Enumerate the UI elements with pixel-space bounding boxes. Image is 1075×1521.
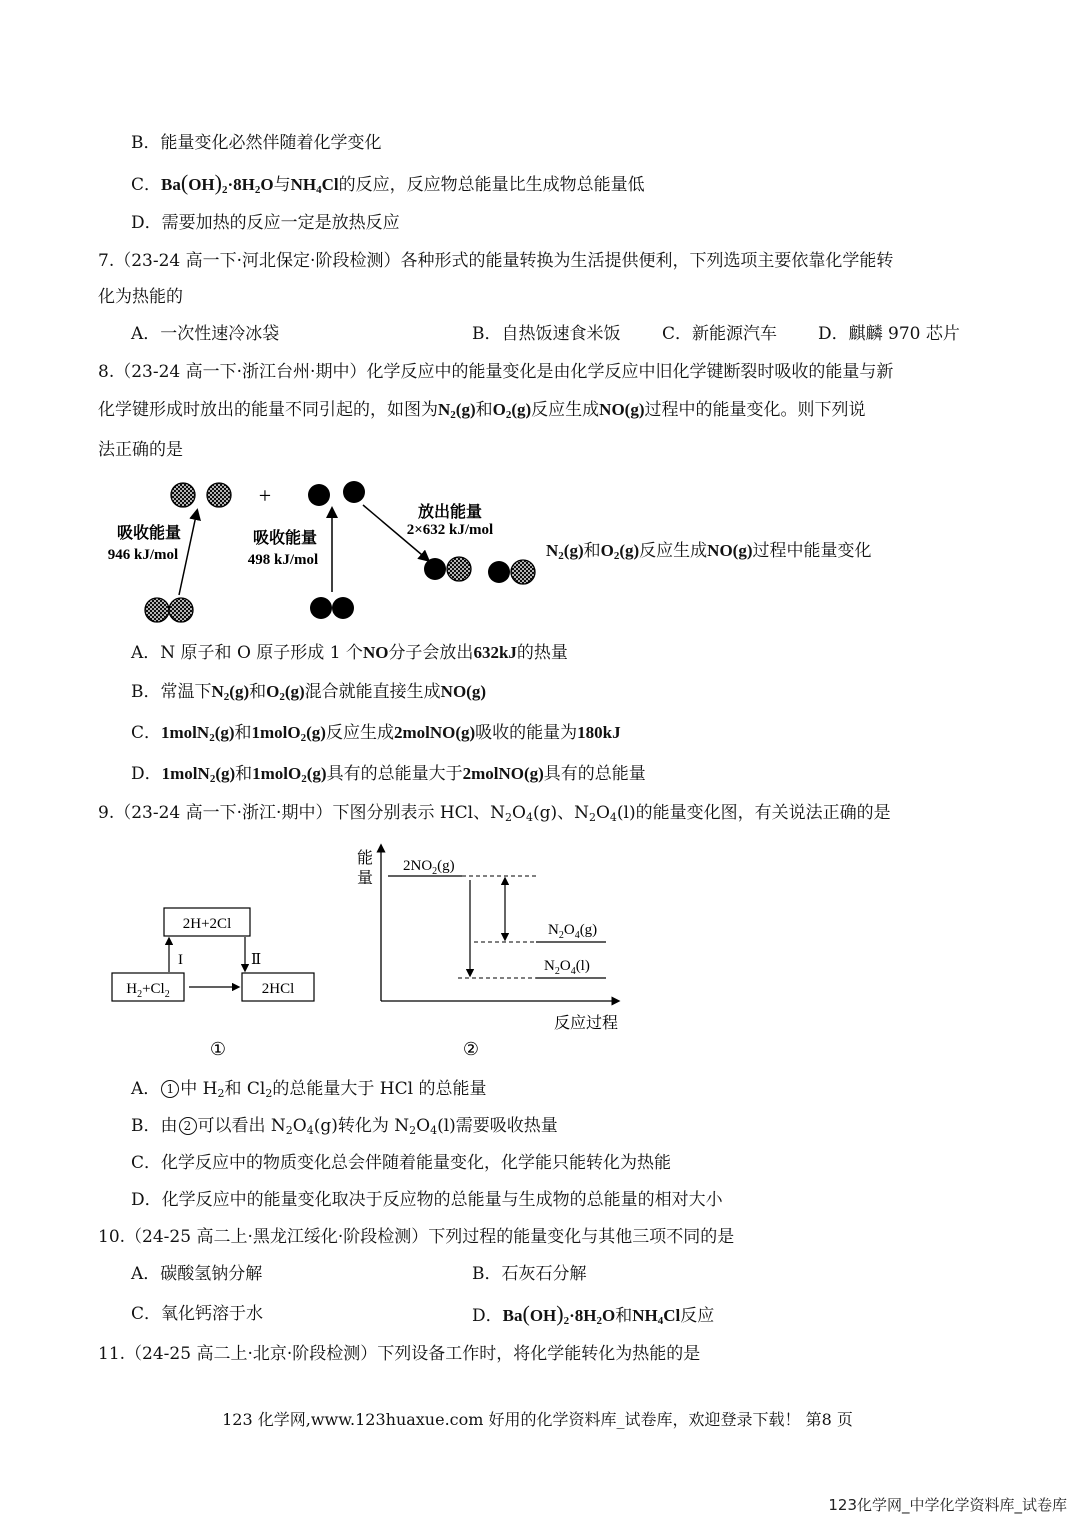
- q10-option-d: D．$Ba(OH)_2\cdot 8H_2O$和$NH_4Cl$反应: [472, 1301, 715, 1327]
- q8-option-c: C．1molN$_2$(g)和1molO$_2$(g)反应生成2molNO(g)吸收的能量为180kJ: [131, 723, 621, 744]
- y-axis-label-2: 量: [357, 870, 374, 887]
- q6-option-d: D．需要加热的反应一定是放热反应: [131, 213, 400, 233]
- no-molecule-o: [424, 558, 446, 580]
- o2-molecule-atom: [332, 597, 354, 619]
- no-molecule-o: [488, 561, 510, 583]
- x-axis-label: 反应过程: [553, 1015, 619, 1032]
- figure-2-number: ②: [462, 1039, 480, 1059]
- o-atom: [343, 481, 365, 503]
- box-reactants-label: $H_2+Cl_2$: [126, 981, 170, 1000]
- q10-stem: 10.（24-25 高二上·黑龙江绥化·阶段检测）下列过程的能量变化与其他三项不同的是: [98, 1227, 735, 1247]
- watermark-corner: 123化学网_中学化学资料库_试卷库: [828, 1496, 1067, 1514]
- absorb-label-2-title: 吸收能量: [252, 530, 318, 547]
- q9-option-d: D．化学反应中的能量变化取决于反应物的总能量与生成物的总能量的相对大小: [131, 1190, 723, 1210]
- q8-stem-line1: 8.（23-24 高一下·浙江台州·期中）化学反应中的能量变化是由化学反应中旧化学键断裂时吸收的能量与新: [98, 362, 894, 382]
- n2-molecule-atom: [169, 598, 193, 622]
- level-2no2-label: $2NO_2(g)$: [403, 858, 455, 877]
- o-atom: [308, 484, 330, 506]
- n2o4-energy-diagram: [350, 838, 630, 1063]
- level-n2o4-g-label: $N_2O_4(g)$: [548, 922, 598, 941]
- q8-option-d: D．1molN$_2$(g)和1molO$_2$(g)具有的总能量大于2molNO(g)具有的总能量: [131, 764, 646, 785]
- absorb-label-1-value: 946 kJ/mol: [107, 547, 179, 563]
- release-label-title: 放出能量: [417, 504, 483, 521]
- box-atoms-label: 2H+2Cl: [182, 916, 232, 932]
- q10-option-a: A．碳酸氢钠分解: [131, 1264, 263, 1284]
- q8-option-b: B．常温下$N_2(g)$和$O_2(g)$混合就能直接生成NO(g): [131, 682, 486, 703]
- plus-sign: +: [258, 483, 272, 508]
- n-atom: [207, 483, 231, 507]
- bond-diagram-caption: $N_2(g)$和$O_2(g)$反应生成NO(g)过程中能量变化: [546, 541, 872, 562]
- q7-stem-line2: 化为热能的: [98, 287, 183, 307]
- q7-option-a: A．一次性速冷冰袋: [131, 324, 280, 344]
- q9-stem: 9.（23-24 高一下·浙江·期中）下图分别表示 HCl、$N_2O_4(g)$、$N_2O_4(l)$的能量变化图，有关说法正确的是: [98, 803, 891, 824]
- box-products-label: 2HCl: [261, 981, 295, 997]
- q8-option-a: A．N 原子和 O 原子形成 1 个NO分子会放出632kJ的热量: [131, 643, 568, 663]
- absorb-arrow-n2: [179, 511, 197, 595]
- figure-1-number: ①: [209, 1039, 227, 1059]
- q9-option-b: B．由 2 可以看出 $N_2O_4(g)$转化为 $N_2O_4(l)$需要吸收热量: [131, 1116, 558, 1137]
- o2-molecule-atom: [310, 597, 332, 619]
- label-I: I: [178, 952, 183, 968]
- no-molecule-n: [511, 560, 535, 584]
- q9-option-a: A． 1 中 $H_2$和 $Cl_2$的总能量大于 HCl 的总能量: [131, 1079, 487, 1100]
- y-axis-label-1: 能: [357, 850, 374, 867]
- release-label-value: 2×632 kJ/mol: [406, 522, 494, 538]
- q6-option-c: C．$Ba(OH)_2\cdot 8H_2O$与$NH_4Cl$的反应，反应物总能量比生成物总能量低: [131, 170, 645, 196]
- q11-stem: 11.（24-25 高二上·北京·阶段检测）下列设备工作时，将化学能转化为热能的是: [98, 1344, 701, 1364]
- hcl-energy-diagram: [105, 900, 330, 1065]
- q8-stem-line3: 法正确的是: [98, 440, 183, 460]
- q7-option-b: B．自热饭速食米饭: [472, 324, 621, 344]
- no-molecule-n: [447, 557, 471, 581]
- q9-option-c: C．化学反应中的物质变化总会伴随着能量变化，化学能只能转化为热能: [131, 1153, 672, 1173]
- label-II: Ⅱ: [251, 952, 262, 968]
- level-n2o4-l-label: $N_2O_4(l)$: [544, 958, 590, 977]
- q6-option-b: B．能量变化必然伴随着化学变化: [131, 133, 382, 153]
- bond-energy-diagram: [95, 475, 555, 630]
- q7-stem-line1: 7.（23-24 高一下·河北保定·阶段检测）各种形式的能量转换为生活提供便利，下列选项主要依靠化学能转: [98, 251, 894, 271]
- circle-2-icon: 2: [179, 1117, 197, 1135]
- n-atom: [171, 483, 195, 507]
- absorb-label-2-value: 498 kJ/mol: [247, 552, 319, 568]
- circle-1-icon: 1: [161, 1080, 179, 1098]
- q7-option-d: D．麒麟 970 芯片: [818, 324, 960, 344]
- q10-option-c: C．氧化钙溶于水: [131, 1304, 264, 1324]
- absorb-label-1-title: 吸收能量: [116, 525, 182, 542]
- q7-option-c: C．新能源汽车: [662, 324, 778, 344]
- n2-molecule-atom: [145, 598, 169, 622]
- q10-option-b: B．石灰石分解: [472, 1264, 587, 1284]
- q8-stem-line2: 化学键形成时放出的能量不同引起的，如图为$N_2(g)$和$O_2(g)$反应生成NO(g)过程中的能量变化。则下列说: [98, 400, 866, 421]
- page-footer: 123 化学网,www.123huaxue.com 好用的化学资料库_试卷库，欢迎登录下载！ 第8 页: [222, 1410, 853, 1429]
